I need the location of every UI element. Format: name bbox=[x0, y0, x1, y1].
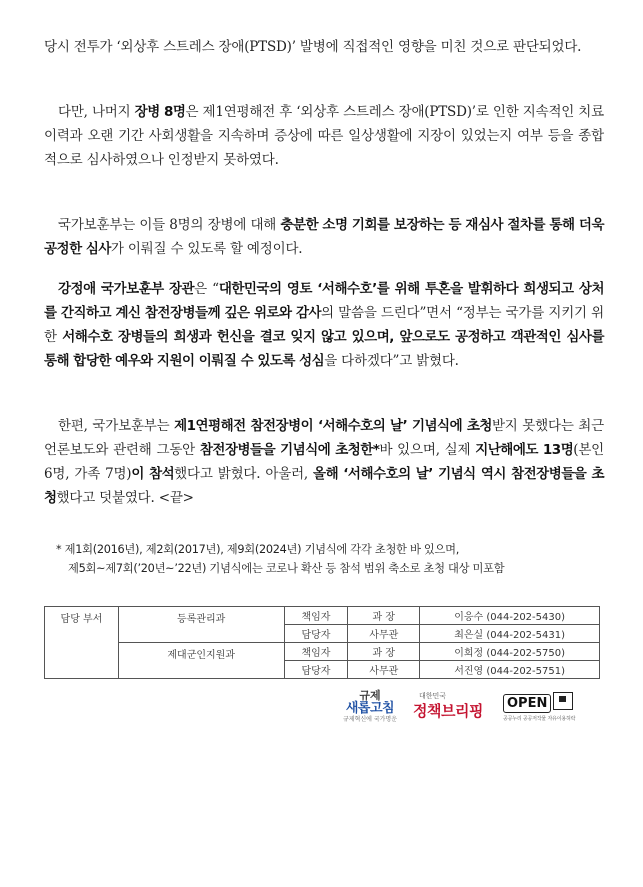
contact-table bbox=[44, 606, 600, 679]
contact-name-cell: 서진영 (044-202-5751) bbox=[420, 661, 600, 679]
role-cell: 담당자 bbox=[284, 661, 348, 679]
regulation-reform-logo bbox=[335, 690, 405, 724]
contact-name-cell: 이응수 (044-202-5430) bbox=[420, 607, 600, 625]
body-text: (본인 6명, 가족 7명) bbox=[44, 442, 604, 482]
body-text: 을 다하겠다”고 밝혔다. bbox=[324, 353, 459, 369]
contact-name-cell: 최은실 (044-202-5431) bbox=[420, 625, 600, 643]
paragraph-re-examination bbox=[44, 213, 604, 261]
contact-name-cell: 이희정 (044-202-5750) bbox=[420, 643, 600, 661]
body-text: 은 제1연평해전 후 ‘외상후 스트레스 장애(PTSD)’로 인한 지속적인 치료 이력과 오랜 기간 사회생활을 지속하며 증상에 따른 일상생활에 지장이 있었는지 여부 등을 종합적으로 심사하였으나 인정받지 못하였다. bbox=[44, 104, 604, 168]
title-cell: 사무관 bbox=[348, 625, 420, 643]
open-license-logo bbox=[503, 692, 587, 723]
body-text: 의 말씀을 드린다”면서 “정부는 국가를 지키기 위한 bbox=[44, 305, 604, 345]
emphasis-text: 올해 ‘서해수호의 날’ 기념식 역시 참전장병들을 초청 bbox=[44, 466, 605, 506]
license-lock-icon bbox=[553, 692, 573, 710]
policy-logo-line1: 대한민국 bbox=[419, 692, 447, 700]
open-license-caption: 공공누리 공공저작물 자유이용허락 bbox=[503, 716, 576, 722]
paragraph-ceremony-invitation bbox=[44, 414, 604, 510]
dept-label-cell: 담당 부서 bbox=[45, 607, 119, 679]
regulation-logo-line3: 규제혁신에 국가명운 bbox=[342, 716, 398, 723]
regulation-logo-line2: 새롭고침 bbox=[345, 701, 395, 716]
role-cell: 책임자 bbox=[284, 607, 348, 625]
paragraph-ptsd-judgment bbox=[44, 35, 604, 59]
body-text: 가 이뤄질 수 있도록 할 예정이다. bbox=[110, 241, 303, 257]
emphasis-text: 대한민국의 영토 ‘서해수호’를 위해 투혼을 발휘하다 희생되고 상처를 간직하고 계신 참전장병들께 깊은 위로와 감사 bbox=[44, 281, 605, 321]
dept-name-cell: 등록관리과 bbox=[118, 607, 284, 643]
body-text: 다만, 나머지 bbox=[58, 104, 135, 120]
body-text: 받지 못했다는 최근 언론보도와 관련해 그동안 bbox=[44, 418, 604, 458]
body-text: 한편, 국가보훈부는 bbox=[58, 418, 175, 434]
title-cell: 사무관 bbox=[348, 661, 420, 679]
emphasis-text: 충분한 소명 기회를 보장하는 등 재심사 절차를 통해 더욱 공정한 심사 bbox=[44, 217, 604, 257]
role-cell: 책임자 bbox=[284, 643, 348, 661]
body-text: 했다고 밝혔다. 아울러, bbox=[174, 466, 314, 482]
table-row bbox=[45, 607, 600, 625]
table-row bbox=[45, 643, 600, 661]
paragraph-minister-statement bbox=[44, 277, 604, 373]
policy-logo-line2: 정책브리핑 bbox=[413, 702, 483, 720]
emphasis-text: 제1연평해전 참전장병이 ‘서해수호의 날’ 기념식에 초청 bbox=[174, 418, 492, 434]
body-text: 했다고 덧붙였다. <끝> bbox=[56, 490, 194, 506]
body-text: 당시 전투가 ‘외상후 스트레스 장애(PTSD)’ 발병에 직접적인 영향을 미친 것으로 판단되었다. bbox=[44, 39, 582, 55]
role-cell: 담당자 bbox=[284, 625, 348, 643]
regulation-logo-line1: 규제 bbox=[359, 689, 381, 702]
emphasis-text: 지난해에도 13명 bbox=[475, 442, 574, 458]
body-text: 국가보훈부는 이들 8명의 장병에 대해 bbox=[58, 217, 281, 233]
body-text: 바 있으며, 실제 bbox=[379, 442, 476, 458]
emphasis-text: 서해수호 장병들의 희생과 헌신을 결코 잊지 않고 있으며, 앞으로도 공정하고 객관적인 심사를 통해 합당한 예우와 지원이 이뤄질 수 있도록 성심 bbox=[44, 329, 605, 369]
emphasis-text: 강정애 국가보훈부 장관 bbox=[58, 281, 195, 297]
footnote-line-1: * 제1회(2016년), 제2회(2017년), 제9회(2024년) 기념식에 각각 초청한 바 있으며, bbox=[56, 543, 459, 556]
dept-name-cell: 제대군인지원과 bbox=[118, 643, 284, 679]
footnote-line-2: 제5회~제7회(’20년~’22년) 기념식에는 코로나 확산 등 참석 범위 축소로 초청 대상 미포함 bbox=[68, 562, 505, 575]
title-cell: 과 장 bbox=[348, 607, 420, 625]
emphasis-text: 장병 8명 bbox=[134, 104, 186, 120]
title-cell: 과 장 bbox=[348, 643, 420, 661]
emphasis-text: 이 참석 bbox=[131, 466, 175, 482]
body-text: 은 “ bbox=[194, 281, 219, 297]
policy-briefing-logo bbox=[413, 692, 493, 721]
emphasis-text: 참전장병들을 기념식에 초청한* bbox=[199, 442, 380, 458]
open-badge: OPEN bbox=[503, 694, 551, 713]
paragraph-remaining-eight bbox=[44, 100, 604, 172]
